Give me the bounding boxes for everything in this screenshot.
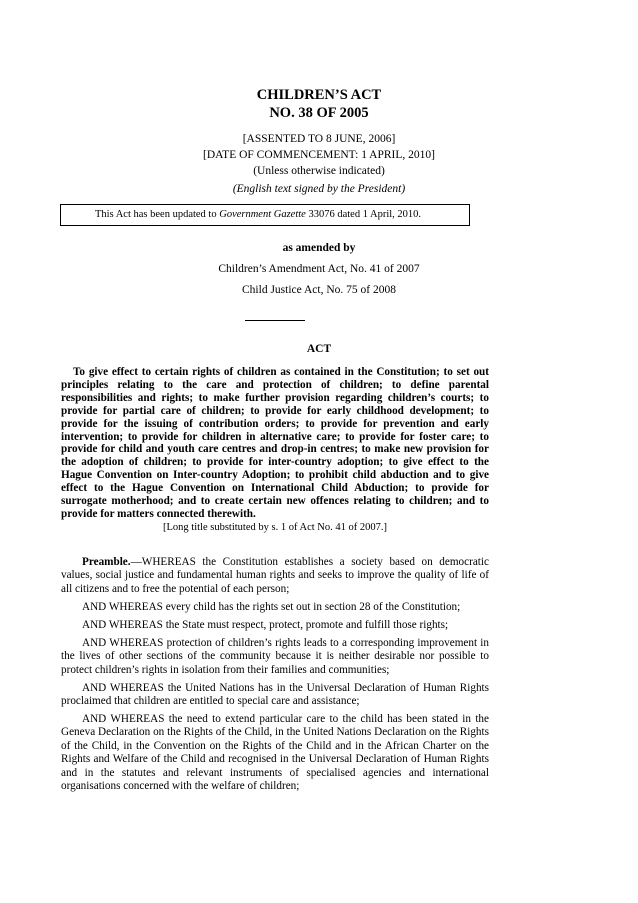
preamble-paragraph: AND WHEREAS the need to extend particular care to the child has been stated in the Geneva Declaration on the Rights of the Child, in the United Nations Declaration on the Rights of the Child, in the Convention on the Rights of the Child and in the African Charter on the Rights and Welfare of the Child and recognised in the Universal Declaration of Human Rights and in the statutes and relevant instruments of specialised agencies and international organisations concerned with the welfare of children; xyxy=(61,713,489,793)
act-title-line2: NO. 38 OF 2005 xyxy=(269,105,369,121)
preamble-paragraph: AND WHEREAS the United Nations has in the Universal Declaration of Human Rights proclaimed that children are entitled to special care and assistance; xyxy=(61,681,489,708)
commencement-date: [DATE OF COMMENCEMENT: 1 APRIL, 2010] xyxy=(203,149,435,161)
preamble-first-paragraph xyxy=(61,556,489,596)
amendment-item-2: Child Justice Act, No. 75 of 2008 xyxy=(242,284,396,296)
preamble-paragraph: AND WHEREAS protection of children’s rights leads to a corresponding improvement in the lives of other sections of the community because it is neither desirable nor possible to protect children’s rights in isolation from their families and communities; xyxy=(61,636,489,676)
preamble-paragraph: AND WHEREAS the State must respect, protect, promote and fulfill those rights; xyxy=(82,618,449,631)
act-title-line1: CHILDREN’S ACT xyxy=(256,87,382,103)
update-note-gazette: Government Gazette xyxy=(219,209,306,220)
amendment-item-1: Children’s Amendment Act, No. 41 of 2007 xyxy=(218,263,420,275)
preamble-first-text: —WHEREAS the Constitution establishes a society based on democratic values, social justice and fundamental human rights and seeks to improve the quality of life of all citizens and to free the potential of each person; xyxy=(61,556,489,595)
amended-by-heading: as amended by xyxy=(282,242,356,254)
preamble-paragraph: AND WHEREAS every child has the rights set out in section 28 of the Constitution; xyxy=(82,600,461,613)
act-heading: ACT xyxy=(306,343,332,355)
update-note-box xyxy=(60,204,470,226)
update-note-prefix: This Act has been updated to xyxy=(95,209,220,220)
english-text-note: (English text signed by the President) xyxy=(232,183,406,195)
update-note-suffix: 33076 dated 1 April, 2010. xyxy=(305,209,422,220)
long-title xyxy=(61,366,489,535)
section-divider xyxy=(245,320,305,321)
assented-date: [ASSENTED TO 8 JUNE, 2006] xyxy=(242,133,396,145)
preamble-section xyxy=(61,556,489,798)
preamble-label: Preamble. xyxy=(82,556,131,568)
long-title-text: To give effect to certain rights of children as contained in the Constitution; to set out principles relating to the care and protection of children; to define parental responsibilities and rights; to make further provision regarding children’s courts; to provide for partial care of children; to provide for early childhood development; to provide for the issuing of contribution orders; to provide for prevention and early intervention; to provide for children in alternative care; to provide for foster care; to provide for child and youth care centres and drop-in centres; to make new provision for the adoption of children; to provide for inter-country adoption; to give effect to the Hague Convention on Inter-country Adoption; to prohibit child abduction and to give effect to the Hague Convention on International Child Abduction; to provide for surrogate motherhood; and to create certain new offences relating to children; and to provide for matters connected therewith. xyxy=(61,366,489,520)
unless-indicated-note: (Unless otherwise indicated) xyxy=(253,165,385,177)
long-title-note: [Long title substituted by s. 1 of Act No. 41 of 2007.] xyxy=(163,521,387,533)
